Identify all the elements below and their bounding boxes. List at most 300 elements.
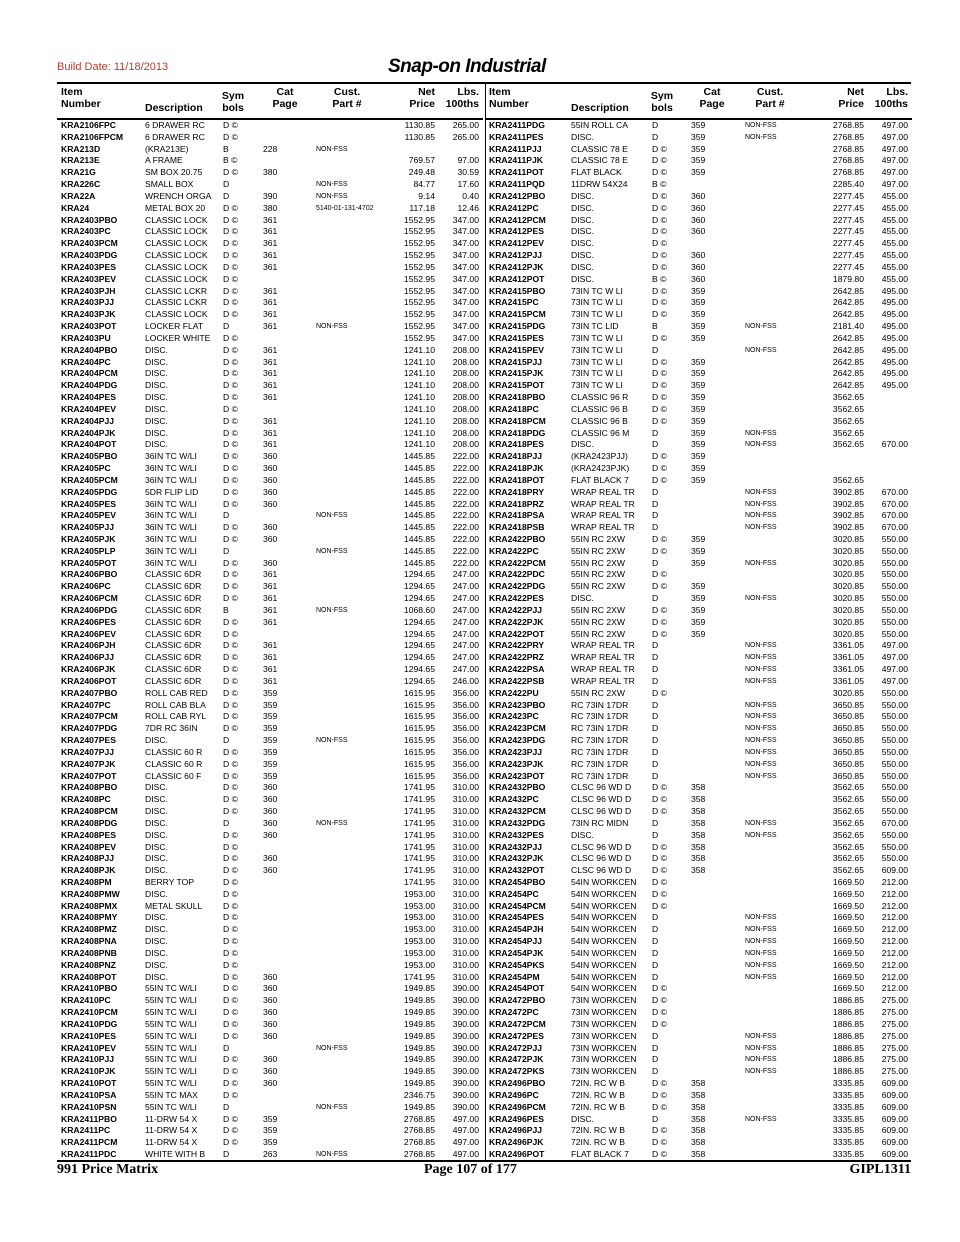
left-column [57,84,483,1161]
description: 55IN TC W/LI [145,995,197,1006]
symbols: D © [223,1089,238,1100]
description: WRAP REAL TR [571,664,635,675]
symbols: D [223,735,230,746]
cust-part: NON-FSS [316,737,348,745]
table-row [486,569,912,581]
weight-lbs: 310.00 [452,912,479,923]
table-row [57,167,483,179]
net-price: 1294.65 [403,652,435,663]
net-price: 3650.85 [832,770,864,781]
net-price: 1741.95 [403,853,435,864]
description: 55IN RC 2XW [571,581,625,592]
cat-page: 359 [691,403,706,414]
weight-lbs: 670.00 [881,817,908,828]
net-price: 1886.85 [832,1030,864,1041]
symbols: D © [652,1078,667,1089]
cat-page: 360 [263,557,278,568]
net-price: 1241.10 [403,415,435,426]
weight-lbs: 247.00 [452,640,479,651]
weight-lbs: 609.00 [881,1089,908,1100]
description: CLASSIC 60 R [145,758,203,769]
symbols: D © [652,451,667,462]
symbols: D © [223,746,238,757]
cat-page: 359 [263,699,278,710]
weight-lbs: 497.00 [452,1125,479,1136]
header-cat: Cat Page [699,86,725,110]
symbols: D [652,486,659,497]
cat-page: 359 [691,593,706,604]
item-number: KRA2496PBO [489,1078,546,1089]
cat-page: 360 [263,474,278,485]
table-row [486,688,912,700]
symbols: D © [652,877,667,887]
table-row [486,936,912,948]
symbols: D © [223,1007,238,1018]
cust-part: NON-FSS [745,961,777,969]
net-price: 3335.85 [832,1089,864,1100]
description: 73IN TC W LI [571,332,623,343]
description: 73IN WORKCEN [571,1054,637,1065]
cat-page: 358 [691,1149,706,1160]
symbols: D [652,640,659,651]
item-number: KRA2408PMZ [61,924,117,935]
net-price: 3020.85 [832,569,864,580]
cust-part: NON-FSS [745,914,777,922]
weight-lbs: 455.00 [881,190,908,201]
item-number: KRA2432POT [489,865,545,876]
symbols: D © [223,427,238,438]
item-number: KRA2418PSA [489,510,545,521]
cat-page: 380 [263,167,278,178]
description: CLASSIC 6DR [145,616,202,627]
net-price: 2642.85 [832,344,864,355]
weight-lbs: 347.00 [452,214,479,225]
net-price: 1294.65 [403,628,435,639]
net-price: 3020.85 [832,533,864,544]
symbols: D © [223,1030,238,1041]
description: WRAP REAL TR [571,522,635,533]
net-price: 3562.65 [832,403,864,414]
symbols: D © [223,332,238,343]
table-row [486,546,912,558]
table-row [486,191,912,203]
item-number: KRA2403PES [61,261,116,272]
net-price: 84.77 [413,179,435,190]
description: CLASSIC 78 E [571,155,628,166]
item-number: KRA2406POT [61,675,117,686]
cat-page: 359 [691,581,706,592]
cat-page: 361 [263,226,278,237]
net-price: 1741.95 [403,971,435,982]
weight-lbs: 497.00 [881,143,908,154]
price-table [57,82,911,1162]
table-row [486,960,912,972]
weight-lbs: 550.00 [881,628,908,639]
net-price: 3562.65 [832,829,864,840]
item-number: KRA2411PDC [61,1149,117,1160]
item-number: KRA2407PJJ [61,746,115,757]
item-number: KRA2408PDG [61,817,118,828]
cust-part: NON-FSS [745,1115,777,1123]
weight-lbs: 222.00 [452,557,479,568]
weight-lbs: 212.00 [881,983,908,994]
symbols: D © [223,250,238,261]
symbols: D © [223,285,238,296]
symbols: D © [223,403,238,414]
table-row [486,700,912,712]
description: DISC. [571,190,594,201]
net-price: 1879.80 [832,273,864,284]
symbols: D © [223,640,238,651]
table-row [486,120,912,132]
table-row [57,960,483,972]
weight-lbs: 455.00 [881,250,908,261]
symbols: D © [652,285,667,296]
net-price: 1445.85 [403,486,435,497]
table-row [57,877,483,889]
item-number: KRA2418PC [489,403,539,414]
symbols: D [652,1030,659,1041]
item-number: KRA2404PJK [61,427,116,438]
cust-part: NON-FSS [316,547,348,555]
item-number: KRA2454PJH [489,924,544,935]
table-row [486,818,912,830]
symbols: D © [652,900,667,911]
weight-lbs: 495.00 [881,344,908,355]
table-row [486,215,912,227]
weight-lbs: 310.00 [452,782,479,793]
net-price: 3335.85 [832,1149,864,1160]
net-price: 2277.45 [832,250,864,261]
table-row [486,676,912,688]
table-row [57,664,483,676]
weight-lbs: 310.00 [452,947,479,958]
symbols: D [223,190,230,201]
table-row [486,380,912,392]
table-row [57,972,483,984]
weight-lbs: 265.00 [452,120,479,130]
table-row [57,1066,483,1078]
weight-lbs: 390.00 [452,983,479,994]
cust-part: NON-FSS [316,1103,348,1111]
net-price: 3902.85 [832,510,864,521]
cust-part: NON-FSS [745,500,777,508]
table-row [486,522,912,534]
net-price: 3562.65 [832,853,864,864]
net-price: 2277.45 [832,238,864,249]
net-price: 1445.85 [403,474,435,485]
symbols: B © [652,273,667,284]
net-price: 3020.85 [832,687,864,698]
weight-lbs: 455.00 [881,261,908,272]
cat-page: 359 [691,368,706,379]
weight-lbs: 550.00 [881,545,908,556]
weight-lbs: 609.00 [881,1113,908,1124]
description: 55IN RC 2XW [571,616,625,627]
item-number: KRA2412PJJ [489,250,543,261]
cust-part: NON-FSS [745,772,777,780]
description: CLSC 96 WD D [571,865,632,876]
item-number: KRA2403PCM [61,238,118,249]
table-row [57,487,483,499]
symbols: D © [223,593,238,604]
weight-lbs: 550.00 [881,711,908,722]
cust-part: NON-FSS [745,926,777,934]
net-price: 1445.85 [403,533,435,544]
cat-page: 361 [263,675,278,686]
symbols: D © [223,1018,238,1029]
table-row [57,889,483,901]
item-number: KRA2405PDG [61,486,118,497]
table-row [486,617,912,629]
weight-lbs: 212.00 [881,947,908,958]
symbols: D © [223,758,238,769]
description: 55IN RC 2XW [571,557,625,568]
table-row [57,617,483,629]
item-number: KRA2418PRY [489,486,545,497]
item-number: KRA2422PSA [489,664,545,675]
item-number: KRA2454PKS [489,959,545,970]
description: DISC. [571,1113,594,1124]
symbols: B [652,321,658,332]
description: DISC. [145,947,168,958]
description: CLSC 96 WD D [571,782,632,793]
symbols: D [652,723,659,734]
weight-lbs: 212.00 [881,900,908,911]
item-number: KRA2422PU [489,687,539,698]
symbols: D © [652,403,667,414]
right-column [485,84,912,1160]
symbols: D [652,593,659,604]
symbols: D © [652,332,667,343]
description: DISC. [571,593,594,604]
left-rows [57,120,483,1161]
table-row [486,368,912,380]
net-price: 3335.85 [832,1113,864,1124]
symbols: D © [652,581,667,592]
item-number: KRA2404PJJ [61,415,115,426]
description: 54IN WORKCEN [571,983,637,994]
description: DISC. [145,735,168,746]
item-number: KRA2454PES [489,912,544,923]
table-row [486,652,912,664]
weight-lbs: 246.00 [452,675,479,686]
symbols: D © [223,841,238,852]
weight-lbs: 208.00 [452,356,479,367]
cat-page: 360 [263,463,278,474]
table-row [486,439,912,451]
symbols: D © [223,699,238,710]
weight-lbs: 247.00 [452,581,479,592]
weight-lbs: 310.00 [452,936,479,947]
table-row [57,510,483,522]
symbols: D © [652,415,667,426]
weight-lbs: 455.00 [881,214,908,225]
symbols: D © [652,569,667,580]
description: CLASSIC 78 E [571,143,628,154]
description: ROLL CAB BLA [145,699,206,710]
net-price: 2768.85 [832,120,864,130]
cust-part: NON-FSS [745,642,777,650]
cat-page: 359 [263,1137,278,1148]
table-row [486,487,912,499]
net-price: 1068.60 [403,604,435,615]
symbols: D © [223,1137,238,1148]
weight-lbs: 347.00 [452,261,479,272]
symbols: D © [223,770,238,781]
weight-lbs: 347.00 [452,332,479,343]
table-row [486,723,912,735]
net-price: 3361.05 [832,675,864,686]
symbols: D © [652,983,667,994]
cat-page: 359 [263,711,278,722]
weight-lbs: 222.00 [452,498,479,509]
table-row [486,286,912,298]
symbols: D © [652,794,667,805]
table-row [57,226,483,238]
table-row [486,333,912,345]
weight-lbs: 550.00 [881,782,908,793]
table-row [486,1054,912,1066]
item-number: KRA226C [61,179,101,190]
header-item: Item Number [61,86,101,110]
table-row [57,652,483,664]
description: DISC. [145,427,168,438]
weight-lbs: 495.00 [881,380,908,391]
net-price: 1241.10 [403,344,435,355]
description: 54IN WORKCEN [571,924,637,935]
item-number: KRA2415PCM [489,309,546,320]
weight-lbs: 550.00 [881,687,908,698]
description: SMALL BOX [145,179,194,190]
weight-lbs: 310.00 [452,877,479,887]
table-row [57,629,483,641]
table-row [57,700,483,712]
symbols: D © [223,900,238,911]
cust-part: NON-FSS [745,949,777,957]
cat-page: 359 [263,1113,278,1124]
item-number: KRA2408PMY [61,912,118,923]
symbols: D [223,1101,230,1112]
net-price: 1886.85 [832,1007,864,1018]
net-price: 1949.85 [403,1054,435,1065]
item-number: KRA2496PJJ [489,1125,543,1136]
weight-lbs: 212.00 [881,936,908,947]
item-number: KRA2408PES [61,829,116,840]
description: 55IN RC 2XW [571,628,625,639]
table-row [486,226,912,238]
cust-part: NON-FSS [745,559,777,567]
cat-page: 361 [263,250,278,261]
symbols: D © [652,463,667,474]
table-row [57,144,483,156]
table-row [486,274,912,286]
weight-lbs: 208.00 [452,439,479,450]
weight-lbs: 347.00 [452,285,479,296]
weight-lbs: 609.00 [881,1078,908,1089]
weight-lbs: 497.00 [881,675,908,686]
item-number: KRA2410PBO [61,983,118,994]
net-price: 1445.85 [403,451,435,462]
table-row [57,1125,483,1137]
item-number: KRA2415PES [489,332,544,343]
weight-lbs: 275.00 [881,1018,908,1029]
weight-lbs: 609.00 [881,1137,908,1148]
cust-part: NON-FSS [745,666,777,674]
description: CLSC 96 WD D [571,806,632,817]
weight-lbs: 356.00 [452,699,479,710]
symbols: D © [223,794,238,805]
item-number: KRA2410PC [61,995,111,1006]
cat-page: 359 [691,120,706,130]
symbols: D © [223,273,238,284]
description: DISC. [145,924,168,935]
table-row [57,759,483,771]
symbols: D © [223,451,238,462]
net-price: 2642.85 [832,356,864,367]
table-row [57,333,483,345]
symbols: D © [223,912,238,923]
description: WRAP REAL TR [571,675,635,686]
net-price: 1294.65 [403,640,435,651]
cat-page: 359 [691,309,706,320]
item-number: KRA2422PC [489,545,539,556]
symbols: D © [223,1078,238,1089]
cat-page: 359 [691,545,706,556]
cat-page: 358 [691,817,706,828]
item-number: KRA2403PU [61,332,111,343]
table-row [486,711,912,723]
cat-page: 359 [691,167,706,178]
symbols: D © [652,995,667,1006]
item-number: KRA2408POT [61,971,117,982]
net-price: 1953.00 [403,900,435,911]
item-number: KRA2411PJK [489,155,543,166]
weight-lbs: 497.00 [452,1149,479,1160]
symbols: D [652,817,659,828]
item-number: KRA2423PDG [489,735,546,746]
item-number: KRA2404PES [61,392,116,403]
symbols: D [223,179,230,190]
item-number: KRA2423PJJ [489,746,543,757]
cat-page: 360 [263,1054,278,1065]
cat-page: 359 [691,604,706,615]
description: LOCKER WHITE [145,332,211,343]
symbols: D © [223,356,238,367]
table-row [486,995,912,1007]
symbols: D © [223,120,238,130]
item-number: KRA2412POT [489,273,545,284]
description: 6 DRAWER RC [145,120,205,130]
cat-page: 360 [691,202,706,213]
net-price: 1886.85 [832,1066,864,1077]
description: 36IN TC W/LI [145,545,197,556]
table-row [57,853,483,865]
item-number: KRA2410PES [61,1030,116,1041]
weight-lbs: 310.00 [452,900,479,911]
table-row [486,1149,912,1161]
net-price: 1294.65 [403,664,435,675]
table-row [57,806,483,818]
item-number: KRA2411PCM [61,1137,118,1148]
table-row [57,250,483,262]
description: (KRA2423PJJ) [571,451,628,462]
symbols: D [223,1042,230,1053]
description: FLAT BLACK [571,167,622,178]
net-price: 9.14 [418,190,435,201]
symbols: D © [652,202,667,213]
symbols: D © [652,841,667,852]
